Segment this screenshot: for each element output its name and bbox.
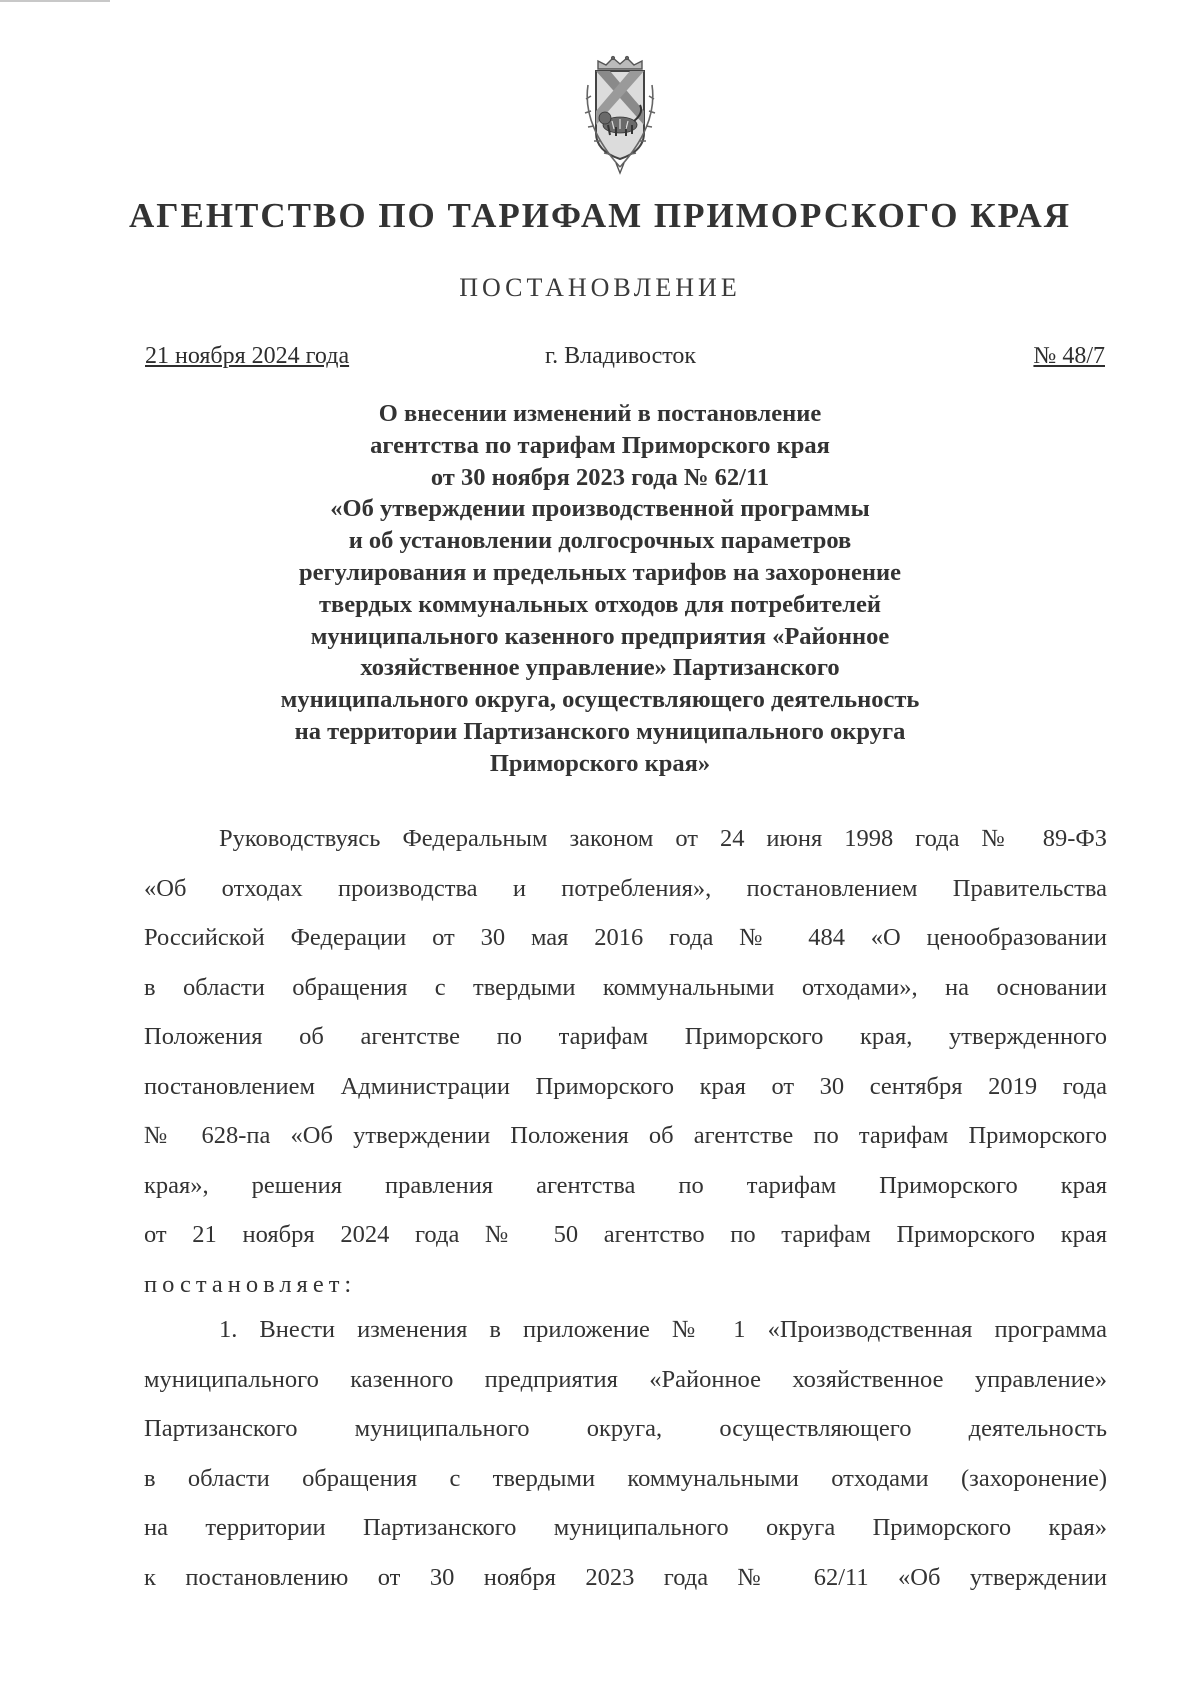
subject-line: и об установлении долгосрочных параметров (348, 527, 852, 555)
document-city: г. Владивосток (545, 343, 697, 369)
body-line: муниципального казенного предприятия «Районное хозяйственное управление» (144, 1365, 1107, 1393)
subject-line: регулирования и предельных тарифов на захоронение (298, 558, 901, 586)
coat-of-arms-emblem (570, 55, 670, 175)
resolves-word: постановляет: (144, 1270, 357, 1298)
subject-line: от 30 ноября 2023 года № 62/11 (430, 463, 770, 491)
subject-line: «Об утверждении производственной программы (330, 495, 870, 523)
body-line: постановлением Администрации Приморского края от 30 сентября 2019 года (144, 1072, 1107, 1100)
body-line: Руководствуясь Федеральным законом от 24 июня 1998 года № 89-ФЗ (219, 825, 1107, 852)
crown-icon (598, 57, 642, 69)
body-line: в области обращения с твердыми коммунальными отходами», на основании (144, 973, 1107, 1001)
body-line: № 628-па «Об утверждении Положения об агентстве по тарифам Приморского (144, 1122, 1107, 1149)
body-line: Партизанского муниципального округа, осуществляющего деятельность (144, 1415, 1107, 1442)
subject-line: Приморского края» (489, 749, 711, 777)
document-subject (200, 398, 1000, 780)
emblem-ribbon (616, 163, 624, 173)
agency-title: АГЕНТСТВО ПО ТАРИФАМ ПРИМОРСКОГО КРАЯ (128, 196, 1072, 235)
subject-line: муниципального округа, осуществляющего деятельность (280, 686, 920, 714)
subject-line: О внесении изменений в постановление (378, 400, 822, 427)
scan-corner-mark (0, 0, 110, 2)
body-line: к постановлению от 30 ноября 2023 года № 62/11 «Об утверждении (144, 1563, 1107, 1591)
preamble-paragraph (144, 814, 1107, 1309)
subject-line: на территории Партизанского муниципального округа (294, 717, 906, 745)
body-line: Положения об агентстве по тарифам Приморского края, утвержденного (144, 1023, 1107, 1050)
document-type: ПОСТАНОВЛЕНИЕ (459, 273, 741, 302)
body-line: 1. Внести изменения в приложение № 1 «Производственная программа (219, 1316, 1107, 1343)
body-line: на территории Партизанского муниципального округа Приморского края» (144, 1514, 1107, 1541)
body-line: от 21 ноября 2024 года № 50 агентство по тарифам Приморского края (144, 1221, 1107, 1248)
document-meta (145, 343, 1105, 379)
document-date: 21 ноября 2024 года (145, 343, 350, 369)
subject-line: твердых коммунальных отходов для потребителей (318, 590, 882, 618)
body-line: «Об отходах производства и потребления», постановлением Правительства (144, 874, 1107, 902)
document-number: № 48/7 (1033, 343, 1105, 369)
subject-line: муниципального казенного предприятия «Районное (310, 622, 890, 650)
body-line: края», решения правления агентства по тарифам Приморского края (144, 1171, 1107, 1199)
body-line: Российской Федерации от 30 мая 2016 года № 484 «О ценообразовании (144, 924, 1107, 951)
subject-line: хозяйственное управление» Партизанского (360, 654, 840, 682)
subject-line: агентства по тарифам Приморского края (370, 431, 830, 459)
item-1-paragraph (144, 1305, 1107, 1602)
body-line: в области обращения с твердыми коммунальными отходами (захоронение) (144, 1464, 1107, 1492)
